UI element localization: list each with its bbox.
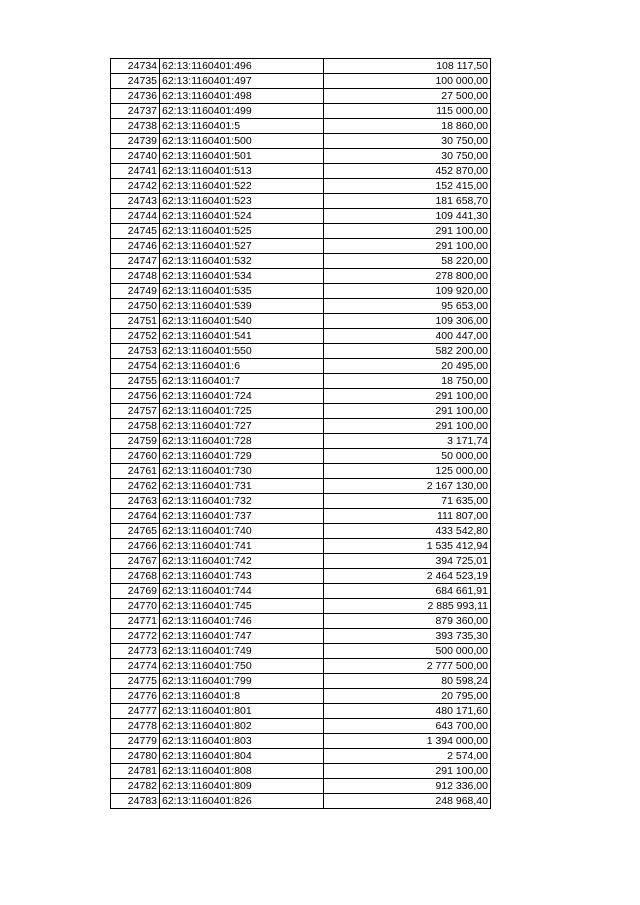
row-number-cell: 24781 (111, 764, 160, 779)
cadastral-number-cell: 62:13:1160401:498 (160, 89, 324, 104)
cadastral-number-cell: 62:13:1160401:724 (160, 389, 324, 404)
table-row (111, 74, 491, 89)
table-row (111, 554, 491, 569)
cadastral-number-cell: 62:13:1160401:741 (160, 539, 324, 554)
table-row (111, 734, 491, 749)
cadastral-value-cell: 480 171,60 (324, 704, 491, 719)
cadastral-number-cell: 62:13:1160401:6 (160, 359, 324, 374)
row-number-cell: 24776 (111, 689, 160, 704)
cadastral-value-cell: 20 795,00 (324, 689, 491, 704)
cadastral-number-cell: 62:13:1160401:731 (160, 479, 324, 494)
cadastral-number-cell: 62:13:1160401:535 (160, 284, 324, 299)
table-row (111, 629, 491, 644)
cadastral-value-cell: 643 700,00 (324, 719, 491, 734)
cadastral-value-cell: 278 800,00 (324, 269, 491, 284)
row-number-cell: 24734 (111, 59, 160, 74)
cadastral-number-cell: 62:13:1160401:808 (160, 764, 324, 779)
cadastral-number-cell: 62:13:1160401:746 (160, 614, 324, 629)
cadastral-value-cell: 109 306,00 (324, 314, 491, 329)
cadastral-number-cell: 62:13:1160401:499 (160, 104, 324, 119)
table-row (111, 764, 491, 779)
cadastral-number-cell: 62:13:1160401:742 (160, 554, 324, 569)
table-row (111, 299, 491, 314)
row-number-cell: 24755 (111, 374, 160, 389)
table-row (111, 749, 491, 764)
row-number-cell: 24767 (111, 554, 160, 569)
cadastral-number-cell: 62:13:1160401:5 (160, 119, 324, 134)
row-number-cell: 24753 (111, 344, 160, 359)
row-number-cell: 24774 (111, 659, 160, 674)
row-number-cell: 24765 (111, 524, 160, 539)
cadastral-number-cell: 62:13:1160401:524 (160, 209, 324, 224)
row-number-cell: 24783 (111, 794, 160, 809)
cadastral-number-cell: 62:13:1160401:740 (160, 524, 324, 539)
cadastral-number-cell: 62:13:1160401:497 (160, 74, 324, 89)
cadastral-number-cell: 62:13:1160401:527 (160, 239, 324, 254)
table-row (111, 704, 491, 719)
cadastral-value-cell: 30 750,00 (324, 134, 491, 149)
cadastral-value-cell: 125 000,00 (324, 464, 491, 479)
row-number-cell: 24748 (111, 269, 160, 284)
row-number-cell: 24743 (111, 194, 160, 209)
row-number-cell: 24747 (111, 254, 160, 269)
table-row (111, 509, 491, 524)
cadastral-number-cell: 62:13:1160401:743 (160, 569, 324, 584)
table-row (111, 149, 491, 164)
table-body (111, 59, 491, 809)
table-row (111, 194, 491, 209)
row-number-cell: 24773 (111, 644, 160, 659)
table-row (111, 719, 491, 734)
cadastral-value-cell: 2 885 993,11 (324, 599, 491, 614)
cadastral-number-cell: 62:13:1160401:729 (160, 449, 324, 464)
table-row (111, 209, 491, 224)
row-number-cell: 24758 (111, 419, 160, 434)
cadastral-value-cell: 50 000,00 (324, 449, 491, 464)
table-row (111, 179, 491, 194)
cadastral-value-cell: 109 920,00 (324, 284, 491, 299)
row-number-cell: 24760 (111, 449, 160, 464)
row-number-cell: 24764 (111, 509, 160, 524)
table-row (111, 359, 491, 374)
table-row (111, 524, 491, 539)
table-row (111, 614, 491, 629)
cadastral-number-cell: 62:13:1160401:801 (160, 704, 324, 719)
row-number-cell: 24771 (111, 614, 160, 629)
cadastral-value-cell: 291 100,00 (324, 404, 491, 419)
table-row (111, 674, 491, 689)
table-row (111, 164, 491, 179)
cadastral-number-cell: 62:13:1160401:8 (160, 689, 324, 704)
cadastral-value-cell: 115 000,00 (324, 104, 491, 119)
row-number-cell: 24750 (111, 299, 160, 314)
table-row (111, 119, 491, 134)
cadastral-number-cell: 62:13:1160401:802 (160, 719, 324, 734)
table-row (111, 479, 491, 494)
table-row (111, 569, 491, 584)
cadastral-value-cell: 18 750,00 (324, 374, 491, 389)
table-row (111, 344, 491, 359)
cadastral-value-table (110, 58, 491, 809)
row-number-cell: 24775 (111, 674, 160, 689)
cadastral-value-cell: 3 171,74 (324, 434, 491, 449)
table-row (111, 449, 491, 464)
cadastral-value-cell: 95 653,00 (324, 299, 491, 314)
cadastral-value-cell: 1 535 412,94 (324, 539, 491, 554)
cadastral-number-cell: 62:13:1160401:725 (160, 404, 324, 419)
table-row (111, 464, 491, 479)
cadastral-number-cell: 62:13:1160401:500 (160, 134, 324, 149)
row-number-cell: 24751 (111, 314, 160, 329)
cadastral-number-cell: 62:13:1160401:532 (160, 254, 324, 269)
cadastral-number-cell: 62:13:1160401:803 (160, 734, 324, 749)
cadastral-value-cell: 108 117,50 (324, 59, 491, 74)
cadastral-number-cell: 62:13:1160401:745 (160, 599, 324, 614)
table-row (111, 494, 491, 509)
cadastral-value-cell: 30 750,00 (324, 149, 491, 164)
row-number-cell: 24779 (111, 734, 160, 749)
table-row (111, 134, 491, 149)
cadastral-number-cell: 62:13:1160401:799 (160, 674, 324, 689)
cadastral-value-cell: 291 100,00 (324, 389, 491, 404)
cadastral-value-cell: 1 394 000,00 (324, 734, 491, 749)
table-row (111, 224, 491, 239)
row-number-cell: 24766 (111, 539, 160, 554)
row-number-cell: 24768 (111, 569, 160, 584)
cadastral-number-cell: 62:13:1160401:737 (160, 509, 324, 524)
cadastral-value-cell: 2 574,00 (324, 749, 491, 764)
cadastral-number-cell: 62:13:1160401:744 (160, 584, 324, 599)
cadastral-value-cell: 582 200,00 (324, 344, 491, 359)
row-number-cell: 24746 (111, 239, 160, 254)
cadastral-value-cell: 27 500,00 (324, 89, 491, 104)
cadastral-number-cell: 62:13:1160401:749 (160, 644, 324, 659)
row-number-cell: 24742 (111, 179, 160, 194)
table-row (111, 794, 491, 809)
row-number-cell: 24756 (111, 389, 160, 404)
cadastral-value-cell: 181 658,70 (324, 194, 491, 209)
cadastral-value-cell: 291 100,00 (324, 239, 491, 254)
cadastral-value-cell: 291 100,00 (324, 224, 491, 239)
cadastral-number-cell: 62:13:1160401:522 (160, 179, 324, 194)
cadastral-value-cell: 71 635,00 (324, 494, 491, 509)
table-row (111, 104, 491, 119)
table-row (111, 419, 491, 434)
cadastral-value-cell: 433 542,80 (324, 524, 491, 539)
cadastral-value-cell: 152 415,00 (324, 179, 491, 194)
row-number-cell: 24737 (111, 104, 160, 119)
row-number-cell: 24744 (111, 209, 160, 224)
cadastral-number-cell: 62:13:1160401:826 (160, 794, 324, 809)
cadastral-value-cell: 18 860,00 (324, 119, 491, 134)
table-row (111, 374, 491, 389)
row-number-cell: 24762 (111, 479, 160, 494)
row-number-cell: 24735 (111, 74, 160, 89)
cadastral-value-cell: 2 167 130,00 (324, 479, 491, 494)
cadastral-value-cell: 684 661,91 (324, 584, 491, 599)
cadastral-number-cell: 62:13:1160401:804 (160, 749, 324, 764)
cadastral-number-cell: 62:13:1160401:728 (160, 434, 324, 449)
row-number-cell: 24772 (111, 629, 160, 644)
cadastral-number-cell: 62:13:1160401:523 (160, 194, 324, 209)
row-number-cell: 24769 (111, 584, 160, 599)
row-number-cell: 24759 (111, 434, 160, 449)
cadastral-value-cell: 394 725,01 (324, 554, 491, 569)
table-row (111, 659, 491, 674)
cadastral-value-cell: 400 447,00 (324, 329, 491, 344)
row-number-cell: 24740 (111, 149, 160, 164)
cadastral-value-cell: 20 495,00 (324, 359, 491, 374)
cadastral-number-cell: 62:13:1160401:501 (160, 149, 324, 164)
cadastral-number-cell: 62:13:1160401:513 (160, 164, 324, 179)
cadastral-number-cell: 62:13:1160401:525 (160, 224, 324, 239)
row-number-cell: 24738 (111, 119, 160, 134)
table-row (111, 584, 491, 599)
cadastral-number-cell: 62:13:1160401:550 (160, 344, 324, 359)
row-number-cell: 24770 (111, 599, 160, 614)
cadastral-number-cell: 62:13:1160401:732 (160, 494, 324, 509)
table-row (111, 779, 491, 794)
cadastral-value-cell: 879 360,00 (324, 614, 491, 629)
cadastral-number-cell: 62:13:1160401:747 (160, 629, 324, 644)
cadastral-number-cell: 62:13:1160401:750 (160, 659, 324, 674)
row-number-cell: 24754 (111, 359, 160, 374)
table-row (111, 314, 491, 329)
row-number-cell: 24761 (111, 464, 160, 479)
cadastral-value-cell: 291 100,00 (324, 764, 491, 779)
cadastral-value-cell: 248 968,40 (324, 794, 491, 809)
row-number-cell: 24757 (111, 404, 160, 419)
cadastral-value-cell: 100 000,00 (324, 74, 491, 89)
cadastral-value-cell: 2 464 523,19 (324, 569, 491, 584)
cadastral-number-cell: 62:13:1160401:534 (160, 269, 324, 284)
cadastral-value-cell: 58 220,00 (324, 254, 491, 269)
row-number-cell: 24739 (111, 134, 160, 149)
cadastral-number-cell: 62:13:1160401:7 (160, 374, 324, 389)
row-number-cell: 24780 (111, 749, 160, 764)
row-number-cell: 24763 (111, 494, 160, 509)
cadastral-value-cell: 80 598,24 (324, 674, 491, 689)
cadastral-value-cell: 2 777 500,00 (324, 659, 491, 674)
table-row (111, 329, 491, 344)
table-row (111, 284, 491, 299)
table-row (111, 644, 491, 659)
table-row (111, 539, 491, 554)
cadastral-number-cell: 62:13:1160401:541 (160, 329, 324, 344)
cadastral-value-cell: 109 441,30 (324, 209, 491, 224)
row-number-cell: 24736 (111, 89, 160, 104)
table-row (111, 434, 491, 449)
table-row (111, 269, 491, 284)
cadastral-value-cell: 291 100,00 (324, 419, 491, 434)
row-number-cell: 24741 (111, 164, 160, 179)
cadastral-value-cell: 452 870,00 (324, 164, 491, 179)
row-number-cell: 24782 (111, 779, 160, 794)
table-row (111, 389, 491, 404)
cadastral-value-cell: 500 000,00 (324, 644, 491, 659)
row-number-cell: 24778 (111, 719, 160, 734)
table-row (111, 404, 491, 419)
cadastral-value-cell: 393 735,30 (324, 629, 491, 644)
cadastral-number-cell: 62:13:1160401:540 (160, 314, 324, 329)
table-row (111, 89, 491, 104)
cadastral-number-cell: 62:13:1160401:809 (160, 779, 324, 794)
cadastral-number-cell: 62:13:1160401:496 (160, 59, 324, 74)
row-number-cell: 24752 (111, 329, 160, 344)
row-number-cell: 24745 (111, 224, 160, 239)
cadastral-value-cell: 912 336,00 (324, 779, 491, 794)
cadastral-number-cell: 62:13:1160401:727 (160, 419, 324, 434)
table-row (111, 689, 491, 704)
table-row (111, 599, 491, 614)
table-row (111, 254, 491, 269)
table-row (111, 239, 491, 254)
row-number-cell: 24749 (111, 284, 160, 299)
cadastral-number-cell: 62:13:1160401:539 (160, 299, 324, 314)
table-row (111, 59, 491, 74)
cadastral-value-cell: 111 807,00 (324, 509, 491, 524)
row-number-cell: 24777 (111, 704, 160, 719)
cadastral-number-cell: 62:13:1160401:730 (160, 464, 324, 479)
